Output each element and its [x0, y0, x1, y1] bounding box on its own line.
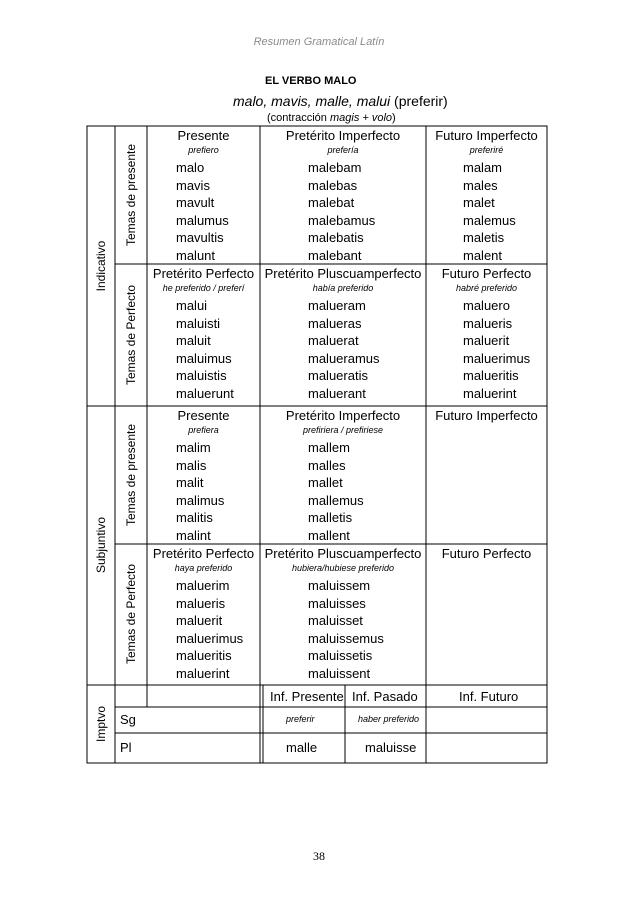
contraction-note-prefix: (contracción — [267, 112, 330, 124]
subj-perf-col0-gloss: haya preferido — [174, 563, 233, 573]
subj-pres-col1-form-5: malletis — [308, 510, 353, 526]
subj-pres-col0-form-3: malit — [176, 475, 204, 491]
ind-pres-col2-gloss: preferiré — [469, 145, 504, 155]
inf-present-header: Inf. Presente — [270, 689, 344, 704]
subj-pres-col2-heading: Futuro Imperfecto — [435, 408, 538, 423]
ind-pres-col2-heading: Futuro Imperfecto — [435, 128, 538, 143]
subj-perf-col1-form-1: maluissem — [308, 578, 371, 593]
subj-pres-col1-gloss: prefiriera / prefiriese — [302, 425, 384, 435]
subj-pres-col0-heading: Presente — [177, 408, 230, 423]
mood-label-imperative: Imptvo — [94, 705, 108, 743]
ind-perf-col2-heading: Futuro Perfecto — [441, 266, 532, 281]
ind-perf-col2-form-3: maluerit — [463, 333, 510, 349]
ind-pres-col0-form-1: malo — [176, 160, 205, 175]
subj-perf-col1-form-2: maluisses — [308, 595, 366, 611]
subj-perf-col0-form-2: malueris — [176, 595, 226, 611]
page-title: EL VERBO MALO — [265, 75, 357, 87]
ind-pres-col1-form-3: malebat — [308, 195, 355, 211]
ind-perf-col0-form-4: maluimus — [176, 350, 232, 366]
ind-pres-col2-form-2: males — [463, 177, 498, 193]
ind-perf-col2-form-5: malueritis — [463, 368, 519, 384]
stem-label-subj-present: Temas de presente — [124, 423, 138, 527]
ind-perf-col0-form-3: maluit — [176, 333, 211, 349]
subj-pres-col1-form-2: malles — [308, 457, 346, 473]
ind-perf-col0-form-6: maluerunt — [176, 386, 234, 401]
ind-perf-col2-form-1: maluero — [463, 298, 510, 313]
subj-pres-col0-form-5: malitis — [176, 510, 213, 526]
ind-pres-col1-gloss: prefería — [327, 145, 359, 155]
ind-perf-col0-heading: Pretérito Perfecto — [152, 266, 255, 281]
subj-pres-col0-form-4: malimus — [176, 492, 225, 508]
inf-present-pl: malle — [286, 740, 318, 755]
subj-perf-col0-form-4: maluerimus — [176, 630, 244, 646]
subj-pres-col1-form-3: mallet — [308, 475, 343, 491]
subj-perf-col1-form-6: maluissent — [308, 666, 371, 681]
ind-pres-col1-form-1: malebam — [308, 160, 362, 175]
ind-perf-col1-form-4: malueramus — [308, 350, 380, 366]
ind-perf-col1-form-1: malueram — [308, 298, 366, 313]
ind-pres-col1-form-4: malebamus — [308, 212, 376, 228]
ind-perf-col1-form-2: malueras — [308, 315, 362, 331]
subj-pres-col1-form-6: mallent — [308, 528, 350, 543]
subj-pres-col0-gloss: prefiera — [188, 425, 219, 435]
ind-pres-col0-form-6: malunt — [176, 248, 216, 263]
principal-parts — [233, 93, 448, 109]
ind-pres-col1-form-2: malebas — [308, 177, 358, 193]
subj-perf-col0-heading: Pretérito Perfecto — [152, 546, 255, 561]
ind-pres-col2-form-3: malet — [463, 195, 495, 211]
inf-past-sg: haber preferido — [358, 714, 420, 724]
subj-perf-col1-heading: Pretérito Pluscuamperfecto — [264, 546, 422, 561]
ind-perf-col0-form-5: maluistis — [176, 368, 227, 384]
ind-pres-col1-heading: Pretérito Imperfecto — [285, 128, 401, 143]
contraction-note-words: magis + volo — [329, 112, 393, 124]
subj-pres-col0-form-2: malis — [176, 457, 207, 473]
subj-pres-col0-form-6: malint — [176, 528, 211, 543]
ind-perf-col0-form-1: malui — [176, 298, 208, 313]
ind-pres-col2-form-4: malemus — [463, 212, 516, 228]
subj-pres-col1-form-1: mallem — [308, 440, 350, 455]
page-number: 38 — [313, 849, 325, 863]
subj-perf-col2-heading: Futuro Perfecto — [441, 546, 532, 561]
ind-perf-col1-form-5: malueratis — [308, 368, 368, 384]
contraction-note-suffix: ) — [392, 112, 396, 124]
ind-perf-col2-form-6: maluerint — [463, 386, 517, 401]
subj-perf-col1-form-5: maluissetis — [308, 648, 373, 664]
row-label-pl: Pl — [120, 740, 132, 755]
subj-pres-col1-form-4: mallemus — [308, 492, 364, 508]
mood-label-indicative: Indicativo — [94, 240, 108, 292]
row-label-sg: Sg — [120, 712, 136, 727]
mood-label-subjunctive: Subjuntivo — [94, 516, 108, 574]
ind-pres-col0-form-3: mavult — [176, 195, 215, 211]
inf-future-header: Inf. Futuro — [459, 689, 519, 704]
ind-perf-col2-form-2: malueris — [463, 315, 513, 331]
inf-present-sg: preferir — [286, 714, 315, 724]
ind-perf-col1-form-6: maluerant — [308, 386, 366, 401]
stem-label-ind-present: Temas de presente — [124, 143, 138, 247]
ind-perf-col2-gloss: habré preferido — [455, 283, 518, 293]
ind-pres-col2-form-1: malam — [463, 160, 503, 175]
ind-pres-col0-gloss: prefiero — [188, 145, 219, 155]
ind-pres-col0-form-5: mavultis — [176, 230, 224, 246]
ind-pres-col1-form-6: malebant — [308, 248, 362, 263]
ind-perf-col1-gloss: había preferido — [312, 283, 374, 293]
subj-pres-col1-heading: Pretérito Imperfecto — [285, 408, 401, 423]
ind-pres-col2-form-5: maletis — [463, 230, 505, 246]
subj-perf-col1-form-3: maluisset — [308, 613, 363, 629]
ind-pres-col0-form-4: malumus — [176, 212, 229, 228]
subj-perf-col0-form-6: maluerint — [176, 666, 230, 681]
ind-perf-col1-heading: Pretérito Pluscuamperfecto — [264, 266, 422, 281]
ind-perf-col2-form-4: maluerimus — [463, 350, 531, 366]
subj-perf-col1-form-4: maluissemus — [308, 630, 384, 646]
subj-pres-col0-form-1: malim — [176, 440, 211, 455]
inf-past-header: Inf. Pasado — [352, 689, 418, 704]
ind-perf-col0-gloss: he preferido / preferí — [162, 283, 245, 293]
stem-label-ind-perfect: Temas de Perfecto — [124, 284, 138, 386]
ind-pres-col0-heading: Presente — [177, 128, 230, 143]
stem-label-subj-perfect: Temas de Perfecto — [124, 563, 138, 665]
contraction-note — [267, 112, 396, 124]
ind-pres-col0-form-2: mavis — [176, 177, 210, 193]
ind-perf-col1-form-3: maluerat — [308, 333, 359, 349]
subj-perf-col1-gloss: hubiera/hubiese preferido — [291, 563, 395, 573]
inf-past-pl: maluisse — [365, 740, 417, 755]
subj-perf-col0-form-5: malueritis — [176, 648, 232, 664]
principal-parts-forms: malo, mavis, malle, malui — [233, 93, 391, 109]
subj-perf-col0-form-1: maluerim — [176, 578, 230, 593]
ind-pres-col2-form-6: malent — [463, 248, 503, 263]
running-header: Resumen Gramatical Latín — [253, 36, 385, 48]
ind-pres-col1-form-5: malebatis — [308, 230, 364, 246]
ind-perf-col0-form-2: maluisti — [176, 315, 221, 331]
principal-parts-meaning: (preferir) — [394, 93, 448, 109]
subj-perf-col0-form-3: maluerit — [176, 613, 223, 629]
